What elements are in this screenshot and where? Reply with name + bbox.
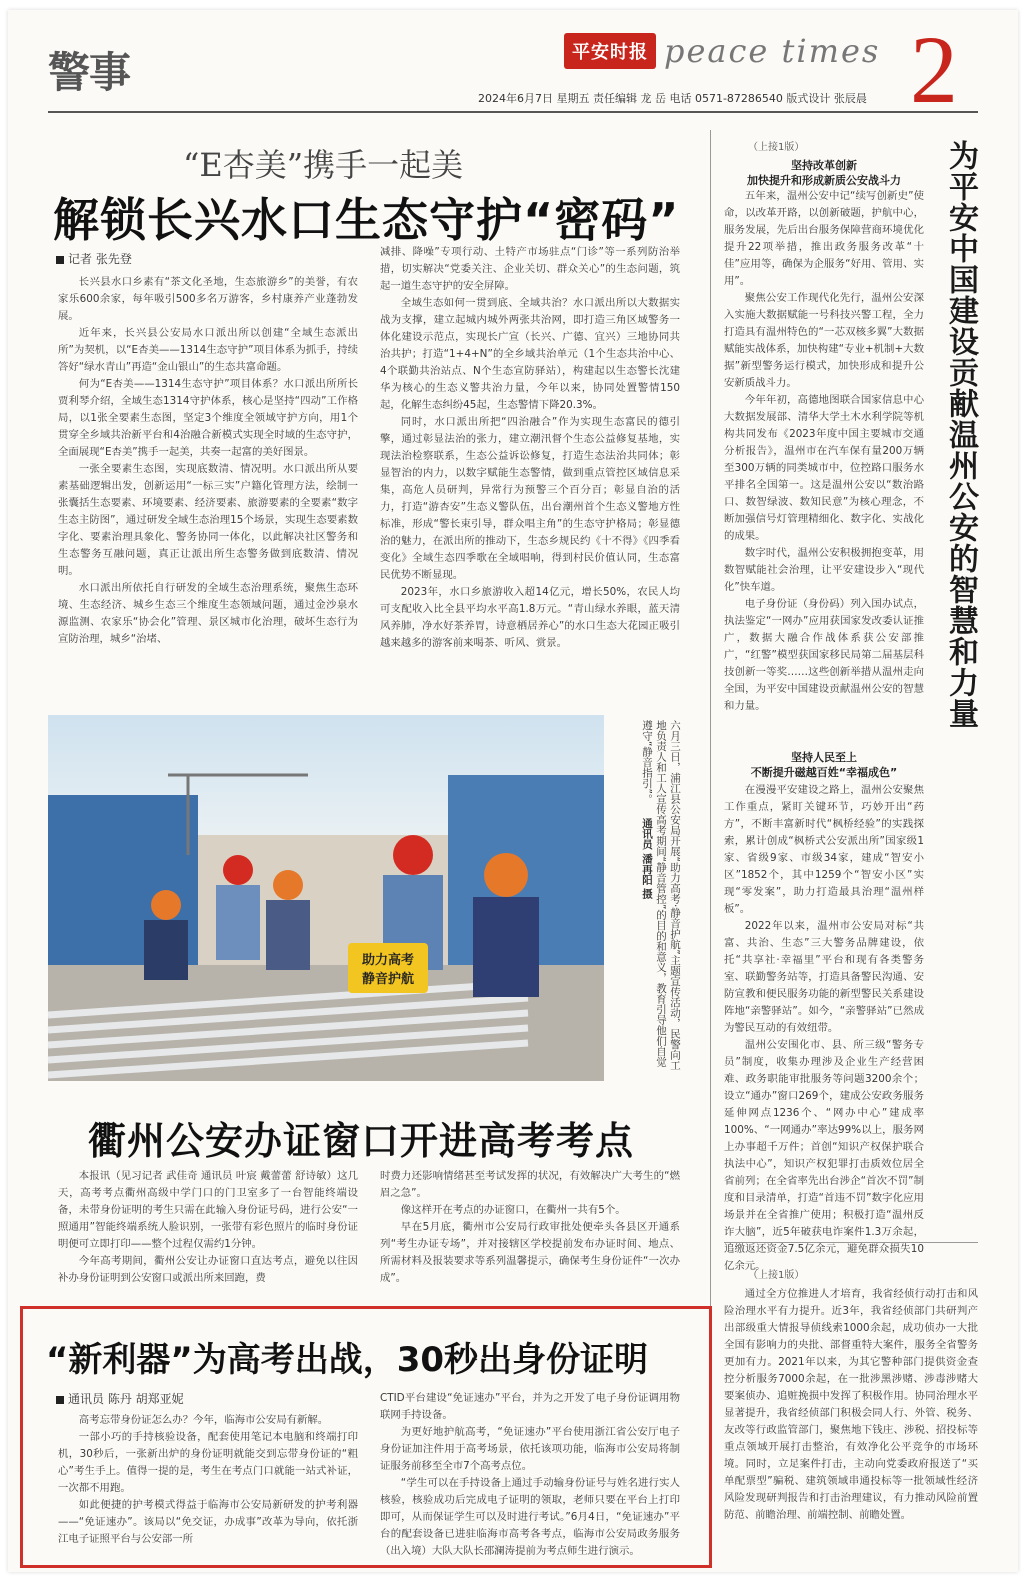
paragraph: 近年来，长兴县公安局水口派出所以创建“全域生态派出所”为契机，以“E杏美——1314生态守护”项目体系为抓手，持续答好“绿水青山”再造“金山银山”的生态共富命题。 bbox=[58, 327, 358, 373]
continued-label: （上接1版） bbox=[748, 142, 805, 153]
story3-headline: “新利器”为高考出战，30秒出身份证明 bbox=[46, 1340, 649, 1380]
side-column-2 bbox=[724, 782, 924, 1272]
paragraph: 本报讯（见习记者 武佳奇 通讯员 叶宸 戴蕾蕾 舒诗敏）这几天，高考考点衢州高级中学门口的门卫室多了一台智能终端设备，未带身份证明的考生只需在此输入身份证号码，进行公安“一照通用”智能终端系统人脸识别，一张带有彩色照片的临时身份证明便可立即打印——整个过程仅需约1分钟。 bbox=[58, 1170, 358, 1250]
masthead-logo: 平安时报 bbox=[564, 33, 656, 69]
photo-credit: 通讯员 潘再阳 摄 bbox=[641, 817, 653, 899]
side-column-3 bbox=[724, 1286, 978, 1556]
paragraph: 长兴县水口乡素有“茶文化圣地，生态旅游乡”的美誉，有农家乐600余家，每年吸引500多名万游客，乡村康养产业蓬勃发展。 bbox=[58, 276, 358, 322]
sign-text-1: 助力高考 bbox=[361, 953, 415, 968]
paragraph: 时费力还影响情绪甚至考试发挥的状况，有效解决广大考生的“燃眉之急”。 bbox=[380, 1170, 680, 1199]
newspaper-page bbox=[8, 10, 1018, 1572]
paragraph: 数字时代，温州公安积极拥抱变革，用数智赋能社会治理，让平安建设步入“现代化”快车道。 bbox=[724, 547, 924, 593]
photo-caption bbox=[614, 720, 682, 1075]
story3-byline bbox=[56, 1390, 184, 1407]
paragraph: 全域生态如何一贯到底、全域共治？水口派出所以大数据实战为支撑，建立起城内城外两张共治网，即打造三角区域警务一体化建设示范点，实现长广宣（长兴、广德、宜兴）三地协同共治共护；打造“1+4+N”的全乡域共治单元（1个生态共治中心、4个联勤共治站点、N个生态宣防驿站），构建起以生态警长沈建华为核心的生态义警共治力量，今年以来，协同处置警情150起，化解生态纠纷45起，生态警情下降20.3%。 bbox=[380, 297, 680, 411]
story3-column-2 bbox=[380, 1390, 680, 1560]
paragraph: 高考忘带身份证怎么办？今年，临海市公安局有新解。 bbox=[78, 1414, 329, 1426]
byline-square-icon bbox=[56, 1396, 64, 1404]
lead-kicker: “E杏美”携手一起美 bbox=[183, 146, 464, 184]
side-vertical-headline: 为平安中国建设贡献温州公安的智慧和力量 bbox=[943, 140, 978, 729]
story2-column-2 bbox=[380, 1168, 680, 1296]
lead-column-2 bbox=[380, 244, 680, 694]
caption-text: 六月三日，浦江县公安局开展“助力高考·静音护航”主题宣传活动，民警向工地负责人和工人宣传高考期间“静音管控”的目的和意义，教育引导他们自觉遵守“静音指引”。 bbox=[641, 720, 681, 1071]
side-column-1 bbox=[724, 188, 924, 748]
lead-column-1 bbox=[58, 274, 358, 694]
paragraph: 早在5月底，衢州市公安局行政审批处便牵头各县区开通系列“考生办证专场”，并对接辖区学校提前发布办证时间、地点、所需材料及报装要求等系列温馨提示，确保考生身份证件“一次办成”。 bbox=[380, 1221, 680, 1284]
lead-byline bbox=[56, 250, 132, 267]
page-number: 2 bbox=[910, 16, 958, 123]
paragraph: 五年来，温州公安中记“续写创新史”使命，以改革开路，以创新破题，护航中心，服务发展，先后出台服务保障营商环境优化提升22项举措，推出政务服务改革“十佳”应用等，确保为企服务“好用、管用、实用”。 bbox=[724, 190, 924, 287]
lead-byline-text: 记者 张先登 bbox=[68, 252, 132, 266]
paragraph: 为更好地护航高考，“免证速办”平台使用浙江省公安厅电子身份证加注件用于高考场景，依托该项功能，临海市公安局将制证服务前移至全市7个高考点位。 bbox=[380, 1426, 680, 1472]
paragraph: 水口派出所依托自行研发的全域生态治理系统，聚焦生态环境、生态经济、城乡生态三个维度生态领域问题，通过金沙泉水源监测、农家乐“协会化”管理、景区城市化治理，破坏生态行为宣防治理，城乡“治堵、 bbox=[58, 582, 358, 645]
sign-text-2: 静音护航 bbox=[361, 972, 415, 987]
continued-label-2: （上接1版） bbox=[748, 1270, 805, 1281]
construction-site-illustration bbox=[48, 715, 604, 1081]
paragraph: CTID平台建设“免证速办”平台，并为之开发了电子身份证调用物联网手持设备。 bbox=[380, 1392, 680, 1421]
paragraph: 一张全要素生态图，实现底数清、情况明。水口派出所从要素基础逻辑出发，创新运用“一标三实”户籍化管理方法，绘制一张囊括生态要素、环境要素、经济要素、旅游要素的全要素“数字生态主防图”，通过研发全域生态治理15个场景，实现生态要素数字化、要素治理具象化、警务协同一体化，以此解决社区警务和生态警务互融问题，真正让派出所生态警务做到底数清、情况明。 bbox=[58, 463, 358, 577]
paragraph: 聚焦公安工作现代化先行，温州公安深入实施大数据赋能一号科技兴警工程，全力打造具有温州特色的“一芯双核多翼”大数据赋能实战体系，加快构建“专业+机制+大数据”新型警务运行模式，加快形成和提升公安新质战斗力。 bbox=[724, 292, 924, 389]
news-photo bbox=[48, 715, 604, 1081]
paragraph: 2023年，水口乡旅游收入超14亿元，增长50%，农民人均可支配收入比全县平均水平高1.8万元。“青山绿水养眼，蓝天清风养肺，净水好茶养胃，诗意栖居养心”的水口生态大花园正吸引越来越多的游客前来喝茶、听风、赏景。 bbox=[380, 586, 680, 649]
paragraph: 何为“E杏美——1314生态守护”项目体系？水口派出所所长贾利琴介绍，全域生态1314守护体系，核心是坚持“四动”工作格局，以1张全要素生态图，坚定3个维度全领域守护方向，用1个贯穿全乡域共治新平台和4治融合新模式实现全时域的生态守护，全面展现“E杏美”携手一起美，共奏一起富的美好图景。 bbox=[58, 378, 358, 458]
byline-square-icon bbox=[56, 256, 64, 264]
paragraph: 温州公安围化市、县、所三级“警务专员”制度，收集办理涉及企业生产经营困难、政务职能审批服务等问题3200余个；设立“通办”窗口269个，建成公安政务服务延伸网点1236个、“网办中心”建成率100%、“一网通办”率达99%以上，服务网上办事超千万件；首创“知识产权保护联合执法中心”，知识产权犯罪打击质效位居全省前列；在全省率先出台涉企“首次不罚”制度和目录清单，打造“首违不罚”数字化应用场景并在全省推广使用；积极打造“温州反诈大脑”，近5年破获电诈案件1.3万余起，追缴返还资金7.5亿余元，避免群众损失10亿余元。 bbox=[724, 1039, 924, 1272]
paragraph: 一部小巧的手持核验设备，配套使用笔记本电脑和终端打印机，30秒后，一张新出炉的身份证明就能交到忘带身份证的“粗心”考生手上。值得一提的是，考生在考点门口就能一站式补证，一次都不用跑。 bbox=[58, 1431, 358, 1494]
story2-column-1 bbox=[58, 1168, 358, 1296]
side-subheading-1: 坚持改革创新 加快提升和形成新质公安战斗力 bbox=[747, 159, 901, 187]
paragraph: 今年年初，高德地图联合国家信息中心大数据发展部、清华大学土木水利学院等机构共同发布《2023年度中国主要城市交通分析报告》，温州市在汽车保有量200万辆至300万辆的同类城市中，位控路口服务水平排名全国第一。这是温州公安以“数治路口、数智绿波、数知民意”为核心理念，不断加强信号灯管理精细化、数字化、实战化的成果。 bbox=[724, 394, 924, 542]
masthead-english-title: peace times bbox=[664, 32, 881, 70]
paragraph: “学生可以在手持设备上通过手动输身份证号与姓名进行实人核验，核验成功后完成电子证明的领取，老师只要在平台上打印即可，从而保证学生可以及时进行考试。”6月4日，“免证速办”平台的配套设备已进驻临海市高考各考点，临海市公安局政务服务（出入境）大队大队长邵澜涛提前为考点师生进行演示。 bbox=[380, 1477, 680, 1557]
paragraph: 今年高考期间，衢州公安让办证窗口直达考点，避免以往因补办身份证明到公安窗口或派出所来回跑，费 bbox=[58, 1255, 358, 1284]
paragraph: 在漫漫平安建设之路上，温州公安聚焦工作重点，紧盯关键环节，巧妙开出“药方”，不断丰富新时代“枫桥经验”的实践探索，累计创成“枫桥式公安派出所”国家级1家、省级9家、市级34家，建成“智安小区”1852个，其中1259个“智安小区”实现“零发案”，助力打造最具治理“温州样板”。 bbox=[724, 784, 924, 915]
story3-column-1 bbox=[58, 1412, 358, 1562]
paragraph: 通过全方位推进人才培育，我省经侦行动打击和风险治理水平有力提升。近3年，我省经侦部门共研判产出部级重大情报导侦线索1000余起，成功侦办一大批全国有影响力的央批、部督重特大案件，服务全省警务更加有力。2021年以来，为其它警种部门提供资金查控分析服务7000余起，在一批涉黑涉赌、涉毒涉赌大要案侦办、追赃挽损中发挥了积极作用。协同治理水平显著提升，我省经侦部门积极会同人行、外管、税务、友改等行政监管部门，聚焦地下钱庄、涉税、招投标等重点领域开展打击整治，有效净化公平竞争的市场环境。同时，立足案件打击，主动向党委政府报送了“买单配票型”骗税、建筑领域串通投标等一批领域性经济风险发现研判报告和打击治理建议，有力推动风险前置防范、前瞻治理、前端控制、前瞻处置。 bbox=[724, 1288, 978, 1521]
paragraph: 减排、降噪”专项行动、土特产市场驻点“门诊”等一系列防治举措，切实解决“党委关注、企业关切、群众关心”的生态问题，筑起一道生态守护的安全屏障。 bbox=[380, 246, 680, 292]
lead-headline: 解锁长兴水口生态守护“密码” bbox=[53, 193, 680, 247]
issue-meta: 2024年6月7日 星期五 责任编辑 龙 岳 电话 0571-87286540 版式设计 张辰晨 bbox=[478, 92, 867, 105]
paragraph: 同时，水口派出所把“四治融合”作为实现生态富民的德引擎，通过彰显法治的张力，建立潮汛督个生态公益修复基地，实现法治检察联系，生态公益诉讼修复，打造生态法治共同体；彰显智治的内力，以数字赋能生态警情，做到重点管控区域信息采集，高危人员研判，异常行为预警三个百分百；彰显自治的活力，打造“游杏安”生态义警队伍，出台潮州首个生态义警地方性标准，形成“警长束引导，群众唱主角”的生态守护格局；彰显德治的魅力，在派出所的推动下，生态乡规民约《十不得》《四季看变化》全域生态四季歌在全域唱响，得到村民价值认同，生态富民优势不断显现。 bbox=[380, 416, 680, 581]
section-label: 警事 bbox=[48, 48, 131, 97]
paragraph: 如此便捷的护考模式得益于临海市公安局新研发的护考利器——“免证速办”。该局以“免交证，办成事”改革为导向，依托浙江电子证照平台与公安部一所 bbox=[58, 1499, 358, 1545]
side-subheading-2: 坚持人民至上 不断提升磁越百姓“幸福成色” bbox=[750, 751, 898, 779]
paragraph: 电子身份证（身份码）列入国办试点，执法鉴定“一网办”应用获国家发改委认证推广，数据大融合作战体系获公安部推广，“红警”模型获国家移民局第二届基层科技创新一等奖……这些创新举措从温州走向全国，为平安中国建设贡献温州公安的智慧和力量。 bbox=[724, 598, 924, 712]
paragraph: 2022年以来，温州市公安局对标“共富、共治、生态”三大警务品牌建设，依托“共享社·幸福里”平台和现有各类警务室、联勤警务站等，打造具备警民沟通、安防宣教和便民服务功能的新型警民关系建设阵地“亲警驿站”。如今，“亲警驿站”已然成为警民互动的有效纽带。 bbox=[724, 920, 924, 1034]
story3-byline-text: 通讯员 陈丹 胡郑亚妮 bbox=[68, 1392, 184, 1406]
masthead bbox=[564, 32, 880, 70]
header-divider bbox=[48, 111, 978, 113]
story2-headline: 衢州公安办证窗口开进高考考点 bbox=[88, 1119, 635, 1163]
side-divider bbox=[724, 1242, 978, 1243]
paragraph: 像这样开在考点的办证窗口，在衢州一共有5个。 bbox=[400, 1204, 626, 1216]
